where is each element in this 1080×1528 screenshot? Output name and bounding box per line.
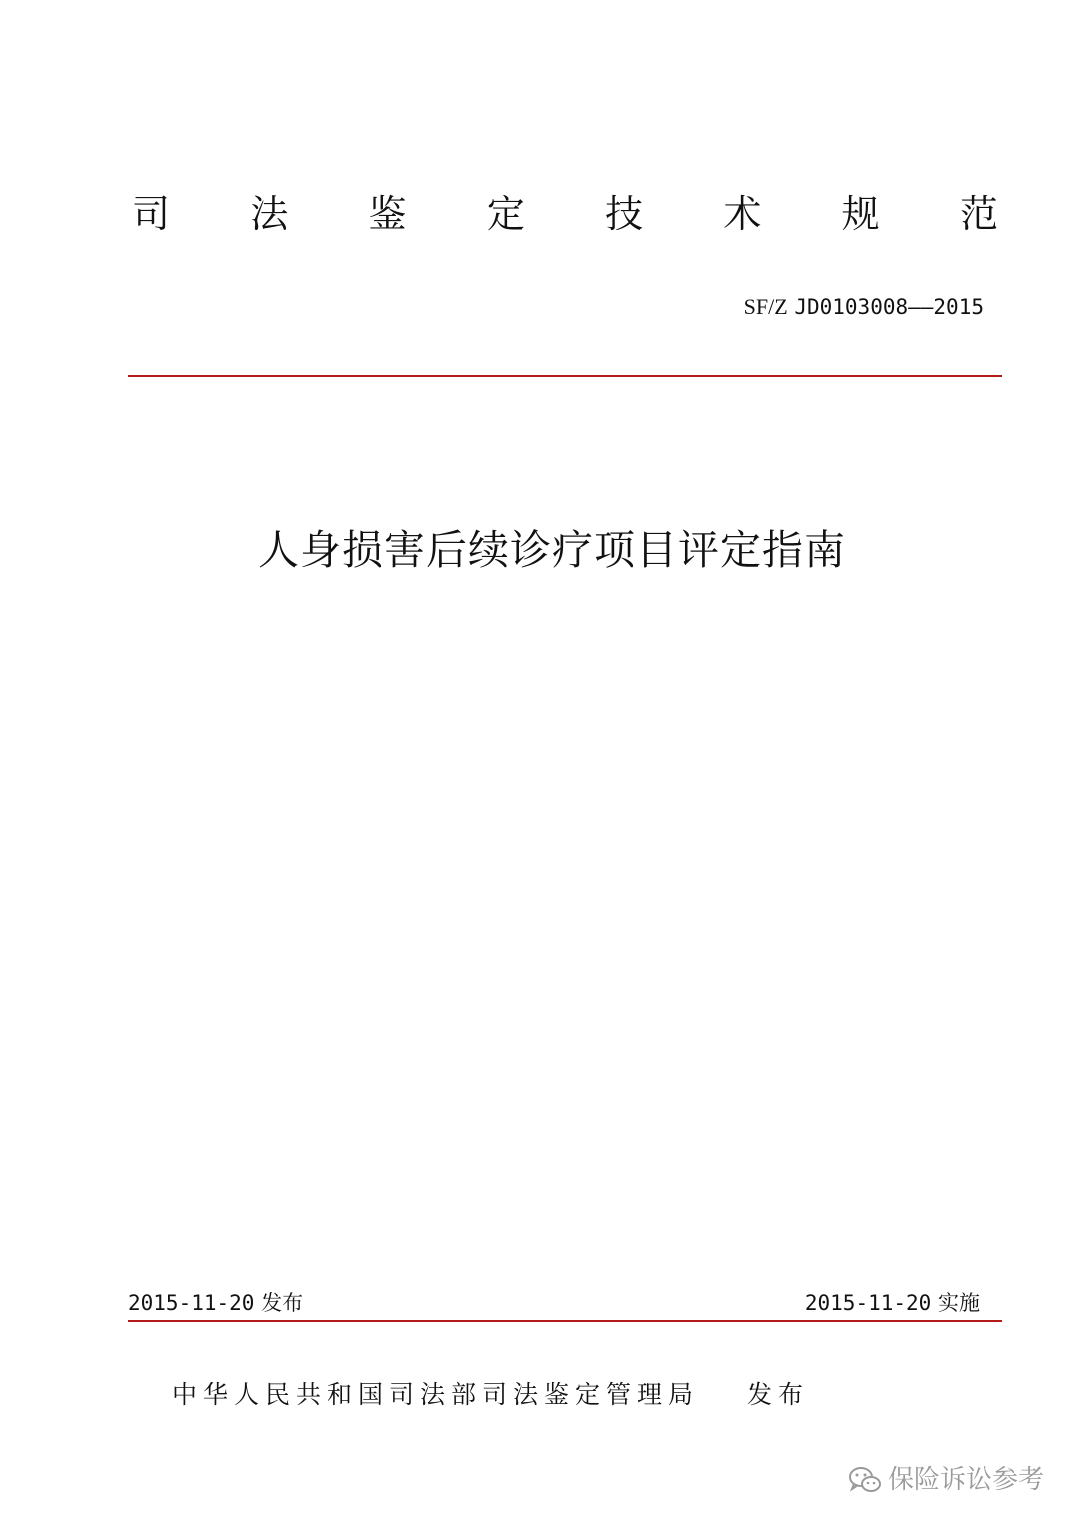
category-char: 鉴 (368, 192, 407, 236)
category-char: 范 (959, 192, 998, 236)
category-title (128, 188, 1002, 240)
top-divider (128, 375, 1002, 377)
publish-date: 2015-11-20 (128, 1291, 255, 1315)
publish-date-line (128, 1288, 303, 1318)
issuer-line (172, 1376, 809, 1414)
standard-code (744, 292, 984, 322)
issuer-name: 中华人民共和国司法部司法鉴定管理局 (172, 1380, 700, 1409)
effective-label: 实施 (938, 1291, 980, 1315)
watermark (848, 1460, 1044, 1500)
bottom-divider (128, 1320, 1002, 1322)
category-char: 规 (841, 192, 880, 236)
standard-code-prefix: SF/Z (743, 294, 788, 319)
wechat-icon (848, 1465, 882, 1495)
standard-code-number: JD0103008——2015 (794, 295, 984, 319)
category-char: 技 (605, 192, 644, 236)
category-char: 法 (250, 192, 289, 236)
issuer-verb: 发布 (746, 1380, 809, 1409)
effective-date-line (805, 1288, 980, 1318)
watermark-text: 保险诉讼参考 (887, 1465, 1044, 1495)
category-char: 术 (723, 192, 762, 236)
category-char: 司 (131, 192, 170, 236)
document-title: 人身损害后续诊疗项目评定指南 (258, 526, 846, 574)
publish-label: 发布 (261, 1291, 304, 1315)
effective-date: 2015-11-20 (804, 1291, 932, 1315)
category-char: 定 (486, 192, 525, 236)
